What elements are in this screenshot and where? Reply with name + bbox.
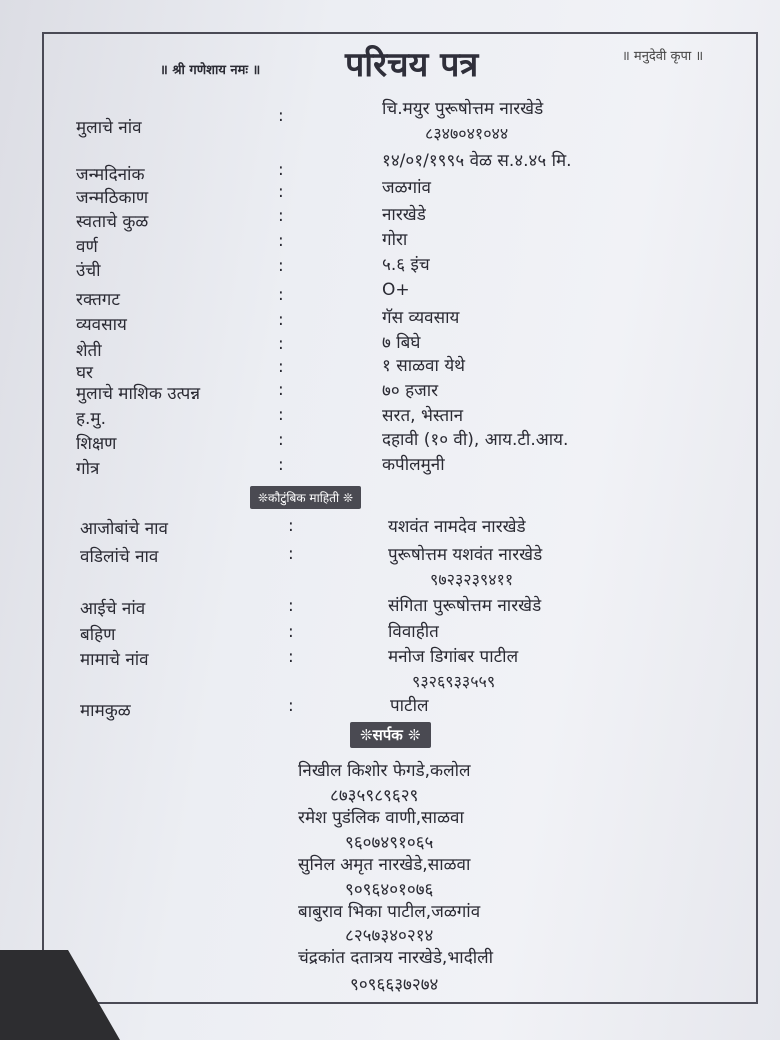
family-info-badge: ❊कौटुंबिक माहिती ❊	[250, 486, 361, 509]
field-value: चि.मयुर पुरूषोत्तम नारखेडे	[382, 99, 544, 119]
field-label: बहिण	[80, 625, 116, 645]
field-label: ह.मु.	[76, 409, 107, 429]
page-title: परिचय पत्र	[345, 45, 479, 85]
contact-name: निखील किशोर फेगडे,कलोल	[298, 761, 471, 781]
field-value: गोरा	[382, 230, 408, 250]
colon: :	[288, 647, 294, 667]
field-label: घर	[76, 363, 93, 383]
contact-phone: ८२५७३४०२१४	[345, 926, 434, 946]
field-value: संगिता पुरूषोत्तम नारखेडे	[388, 596, 542, 616]
field-label: मामकुळ	[80, 701, 131, 721]
colon: :	[288, 622, 294, 642]
colon: :	[278, 206, 284, 226]
colon: :	[278, 357, 284, 377]
colon: :	[278, 334, 284, 354]
colon: :	[278, 182, 284, 202]
field-label: आजोबांचे नाव	[80, 519, 168, 539]
field-value: ७० हजार	[382, 381, 439, 401]
colon: :	[278, 430, 284, 450]
colon: :	[288, 516, 294, 536]
contact-name: रमेश पुडंलिक वाणी,साळवा	[298, 808, 464, 828]
field-label: वडिलांचे नाव	[80, 547, 159, 567]
field-value: सरत, भेस्तान	[382, 406, 464, 426]
field-label: जन्मठिकाण	[76, 188, 149, 208]
colon: :	[278, 256, 284, 276]
field-label: शेती	[76, 341, 102, 361]
colon: :	[288, 596, 294, 616]
colon: :	[278, 310, 284, 330]
field-label: जन्मदिनांक	[76, 165, 145, 185]
contact-badge: ❊सर्पक ❊	[350, 722, 431, 748]
header-invocation-left: ॥ श्री गणेशाय नमः ॥	[160, 63, 261, 78]
field-label: मुलाचे माशिक उत्पन्न	[76, 384, 201, 404]
field-value: O+	[382, 280, 410, 300]
contact-name: चंद्रकांत दतात्रय नारखेडे,भादीली	[298, 948, 494, 968]
field-label: शिक्षण	[76, 434, 117, 454]
field-value: मनोज डिगांबर पाटील	[388, 647, 519, 667]
field-value: विवाहीत	[388, 622, 439, 642]
field-phone: ८३४७०४१०४४	[425, 124, 509, 143]
contact-phone: ८७३५९८९६२९	[330, 786, 419, 806]
colon: :	[278, 285, 284, 305]
field-label: मामाचे नांव	[80, 650, 149, 670]
colon: :	[278, 106, 284, 126]
field-value: यशवंत नामदेव नारखेडे	[388, 517, 526, 537]
field-label: वर्ण	[76, 237, 98, 257]
field-label: स्वताचे कुळ	[76, 212, 149, 232]
colon: :	[288, 544, 294, 564]
contact-name: बाबुराव भिका पाटील,जळगांव	[298, 902, 481, 922]
contact-name: सुनिल अमृत नारखेडे,साळवा	[298, 855, 471, 875]
field-label: व्यवसाय	[76, 315, 127, 335]
colon: :	[278, 231, 284, 251]
field-value: कपीलमुनी	[382, 455, 445, 475]
field-label: उंची	[76, 261, 101, 281]
field-value: दहावी (१० वी), आय.टी.आय.	[382, 430, 569, 450]
field-phone: ९३२६९३३५५९	[412, 672, 496, 691]
header-invocation-right: ॥ मनुदेवी कृपा ॥	[622, 49, 704, 64]
colon: :	[278, 405, 284, 425]
field-phone: ९७२३२३९४११	[430, 570, 514, 589]
field-value: नारखेडे	[382, 205, 426, 225]
contact-phone: ९०९६६३७२७४	[350, 975, 439, 995]
field-value: १ साळवा येथे	[382, 356, 466, 376]
field-value: ७ बिघे	[382, 333, 421, 353]
colon: :	[278, 380, 284, 400]
field-value: पाटील	[390, 696, 429, 716]
field-label: आईचे नांव	[80, 599, 146, 619]
field-value: पुरूषोत्तम यशवंत नारखेडे	[388, 545, 543, 565]
field-value: जळगांव	[382, 178, 431, 198]
colon: :	[278, 160, 284, 180]
contact-phone: ९६०७४९१०६५	[345, 833, 434, 853]
field-label: गोत्र	[76, 459, 100, 479]
colon: :	[278, 455, 284, 475]
field-value: १४/०१/१९९५ वेळ स.४.४५ मि.	[382, 151, 572, 171]
colon: :	[288, 696, 294, 716]
field-label: मुलाचे नांव	[76, 118, 142, 138]
field-label: रक्तगट	[76, 290, 120, 310]
field-value: ५.६ इंच	[382, 255, 430, 275]
field-value: गॅस व्यवसाय	[382, 308, 460, 328]
contact-phone: ९०९६४०१०७६	[345, 880, 434, 900]
